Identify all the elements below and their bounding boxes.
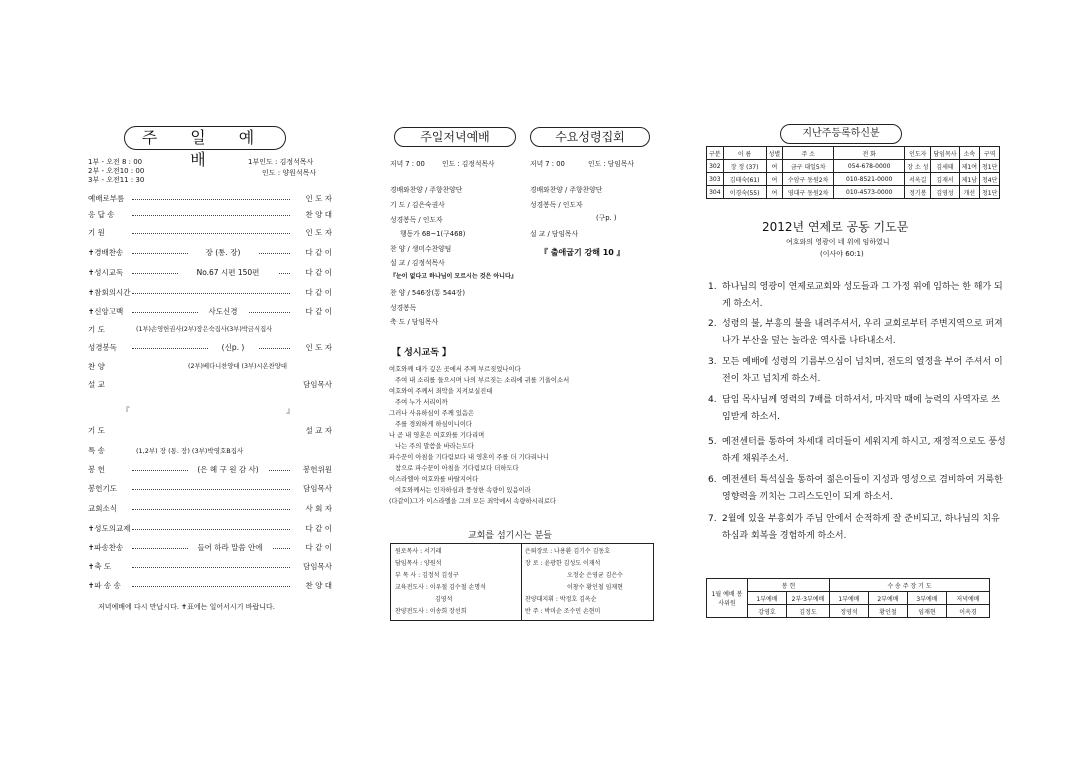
evening-line: 행동가 68~1(구468) — [400, 230, 466, 238]
staff-row: 담임목사 : 양원석 — [395, 560, 442, 567]
prayer-item: 2. 성령의 불, 부흥의 불을 내려주셔서, 우리 교회로부터 주변지역으로 퍼져나가 부산을 덮는 놀라운 역사를 나타내소서. — [708, 319, 1003, 346]
evening-line: 찬 양 / 생미수찬양팀 — [390, 245, 452, 253]
reading-line: (다같이)그가 이스라엘을 그의 모든 죄악에서 속량하시리로다 — [389, 498, 556, 505]
order-row: ✝파송찬송 들어 하라 말씀 안에 다 같 이 — [88, 543, 332, 552]
staff-row: 원로목사 : 서기래 — [395, 548, 442, 555]
duty-table — [706, 578, 990, 618]
reading-line: 그러나 사유하심이 주께 있음은 — [389, 410, 475, 417]
sunday-worship-title: 주 일 예 배 — [124, 126, 286, 150]
reading-line: 주여 내 소리를 들으시며 나의 부르짖는 소리에 귀를 기울이소서 — [395, 377, 570, 384]
prayer-title: 2012년 연제로 공동 기도문 — [762, 220, 909, 234]
prayer-item: 5. 예전센터를 통하여 차세대 리더들이 세워지게 하시고, 재정적으로도 풍성하게 채워주소서. — [708, 437, 1006, 464]
reading-line: 주여 누가 서리이까 — [395, 399, 448, 406]
prayer-item: 1. 하나님의 영광이 연제로교회와 성도들과 그 가정 위에 임하는 한 해가 되게 하소서. — [708, 282, 1003, 309]
evening-worship-title: 주일저녁예배 — [394, 127, 516, 147]
reading-line: 여호와께서는 인자하심과 풍성한 속량이 있음이라 — [395, 487, 531, 494]
table-row: 303 김태숙(61) 여 수암구 동원2차 010-8521-0000 서옥길 김재서 제1남 청4단 — [707, 173, 1000, 186]
table-row: 302 장 정 (37) 여 금구 대일5차 054-678-0000 장 소 성 김세태 제1여 청1단 — [707, 160, 1000, 173]
order-row: 예배로부름 인 도 자 — [88, 194, 332, 203]
reading-line: 여호와여 주께서 죄악을 지켜보실진대 — [389, 388, 493, 395]
duty-offering-header: 봉 헌 — [748, 579, 830, 592]
evening-time: 저녁 7 : 00 — [390, 160, 425, 168]
staff-row: 김영석 — [435, 596, 453, 603]
order-row: ✝성시교독 No.67 시편 150편 다 같 이 — [88, 268, 332, 277]
wednesday-leader: 인도 : 담임목사 — [588, 160, 635, 168]
staff-title: 교회를 섬기시는 분들 — [468, 531, 552, 541]
newcomer-title: 지난주등록하신분 — [780, 124, 902, 144]
order-row: ✝축 도 담임목사 — [88, 562, 332, 571]
staff-row: 찬양대지휘 : 박정호 김옥순 — [525, 596, 597, 603]
time-1: 1부 - 오전 8 : 00 — [88, 158, 143, 166]
wednesday-line: (구p. ) — [596, 214, 617, 222]
staff-box — [390, 543, 654, 621]
leader-label-1: 1부인도 : — [248, 158, 278, 166]
order-row: ✝신앙고백 사도신경 다 같 이 — [88, 307, 332, 316]
staff-row: 부 목 사 : 김정석 김성구 — [395, 572, 459, 579]
leader-name-1: 김정석목사 — [279, 158, 314, 166]
order-row: 성경봉독 (신p. ) 인 도 자 — [88, 343, 332, 352]
order-row: 기 원 인 도 자 — [88, 228, 332, 237]
order-row: 특 송 (1,2부) 장 (통. 장) (3부)박영호B집사 — [88, 446, 244, 455]
wednesday-line: 경배와찬양 / 주향찬양단 — [530, 186, 603, 194]
left-footer: 저녁예배에 다시 만납시다. ✝표에는 일어서시기 바랍니다. — [98, 603, 275, 611]
staff-row: 교육전도사 : 이우철 김수철 손명석 — [395, 584, 486, 591]
order-row: ✝참회의시간 다 같 이 — [88, 288, 332, 297]
table-header: 1부예배 2부·3부예배 1부예배 2부예배 3부예배 저녁예배 — [707, 592, 990, 605]
sermon-title-row: 『 』 — [122, 406, 294, 415]
order-row: 찬 양 (2부)베다니찬양대 (3부)시온찬양대 — [88, 362, 287, 371]
staff-row: 장 로 : 윤광한 김성도 이재석 — [525, 560, 601, 567]
order-row: 봉헌기도 담임목사 — [88, 484, 332, 493]
service-leaders — [248, 158, 316, 178]
staff-row: 반 주 : 박미순 조수민 손현미 — [525, 608, 601, 615]
table-row: 304 이경숙(55) 여 영대구 동원2차 010-4573-0000 정기봉 김영성 개선 청1단 — [707, 186, 1000, 199]
evening-line: 성경봉독 / 인도자 — [390, 216, 443, 224]
time-3: 3부 - 오전11 : 30 — [88, 176, 145, 184]
reading-line: 이스라엘아 여호와를 바랄지어다 — [389, 476, 479, 483]
order-row: ✝성도의교제 다 같 이 — [88, 524, 332, 533]
wednesday-time: 저녁 7 : 00 — [530, 160, 565, 168]
staff-row: 은퇴장로 : 나용환 김기수 김동호 — [525, 548, 611, 555]
service-times — [88, 158, 144, 185]
duty-label: 1월 예배 봉사위원 — [707, 579, 748, 618]
evening-line: 성경봉독 — [390, 304, 417, 312]
order-row: 기 도 설 교 자 — [88, 426, 332, 435]
order-row: ✝파 송 송 찬 양 대 — [88, 581, 332, 590]
reading-line: 여호와께 대가 깊은 곳에서 주께 부르짖었나이다 — [389, 366, 521, 373]
duty-usher-header: 수 송 주 장 기 도 — [830, 579, 990, 592]
evening-leader: 인도 : 김정석목사 — [442, 160, 495, 168]
motto-reference: (이사야 60:1) — [820, 250, 864, 258]
evening-sermon: 『눈이 없다고 하나님이 모르시는 것은 아니다』 — [390, 273, 517, 280]
wednesday-sermon: 『 출애굽기 강해 10 』 — [540, 248, 625, 257]
wednesday-line: 설 교 / 담임목사 — [530, 230, 579, 238]
order-row: 봉 헌 (은 혜 구 원 감 사) 봉헌위원 — [88, 465, 332, 474]
prayer-item: 7. 2월에 있을 부흥회가 주님 안에서 순적하게 잘 준비되고, 하나님의 치유하심과 회복을 경험하게 하소서. — [708, 514, 1000, 541]
staff-row: 찬양전도사 : 이송희 장선희 — [395, 608, 467, 615]
leader-name-2: 양원석목사 — [282, 169, 317, 177]
prayer-item: 6. 예전센터 특석실을 통하여 젊은이들이 지성과 영성으로 겸비하여 거룩한 영향력을 끼치는 그리스도인이 되게 하소서. — [708, 475, 1003, 502]
reading-line: 나 곧 내 영혼은 여호와를 기다리며 — [389, 432, 485, 439]
reading-line: 주를 경외하게 하심이니이다 — [395, 421, 472, 428]
wednesday-service-title: 수요성령집회 — [530, 127, 650, 147]
reading-line: 나는 주의 말씀을 바라는도다 — [395, 443, 474, 450]
prayer-item: 4. 담임 목사님께 영력의 7배를 더하셔서, 마지막 때에 능력의 사역자로 쓰임받게 하소서. — [708, 395, 1000, 422]
order-row: 설 교 담임목사 — [88, 380, 332, 389]
staff-row: 이창수 황인철 임재현 — [567, 584, 623, 591]
reading-title: 【 성시교독 】 — [392, 348, 452, 358]
reading-line: 파수꾼이 아침을 기다림보다 내 영혼이 주를 더 기다리나니 — [389, 454, 549, 461]
leader-label-2: 인도 : — [262, 169, 281, 177]
order-row: 교회소식 사 회 자 — [88, 504, 332, 513]
staff-row: 오정순 은영균 김은수 — [567, 572, 623, 579]
table-header: 구분 이 름 성별 주 소 전 화 인도자 담임목사 소속 구역 — [707, 147, 1000, 160]
table-row: 강영호 김정도 정영석 황인철 임재현 이옥경 — [707, 605, 990, 618]
reading-line: 참으로 파수꾼이 아침을 기다림보다 더하도다 — [395, 465, 519, 472]
order-row: 응 답 송 찬 양 대 — [88, 210, 332, 219]
order-row: ✝경배찬송 장 (통. 장) 다 같 이 — [88, 248, 332, 257]
newcomer-table — [706, 146, 1000, 199]
evening-line: 설 교 / 김정석목사 — [390, 259, 445, 267]
wednesday-line: 성경봉독 / 인도자 — [530, 201, 583, 209]
prayer-item: 3. 모든 예배에 성령의 기름부으심이 넘치며, 전도의 열정을 부어 주셔서 이 전이 차고 넘치게 하소서. — [708, 357, 1003, 384]
evening-line: 찬 양 / 546장(통 544장) — [390, 289, 466, 297]
evening-line: 축 도 / 담임목사 — [390, 318, 439, 326]
evening-line: 기 도 / 김은숙권사 — [390, 201, 445, 209]
order-row: 기 도 (1부)손영헌권사(2부)장은숙집사(3부)박금식집사 — [88, 325, 273, 334]
motto: 여호와의 영광이 네 위에 임하였니 — [786, 238, 890, 246]
evening-line: 경배와찬양 / 주향찬양단 — [390, 186, 463, 194]
time-2: 2부 - 오전10 : 00 — [88, 167, 145, 175]
